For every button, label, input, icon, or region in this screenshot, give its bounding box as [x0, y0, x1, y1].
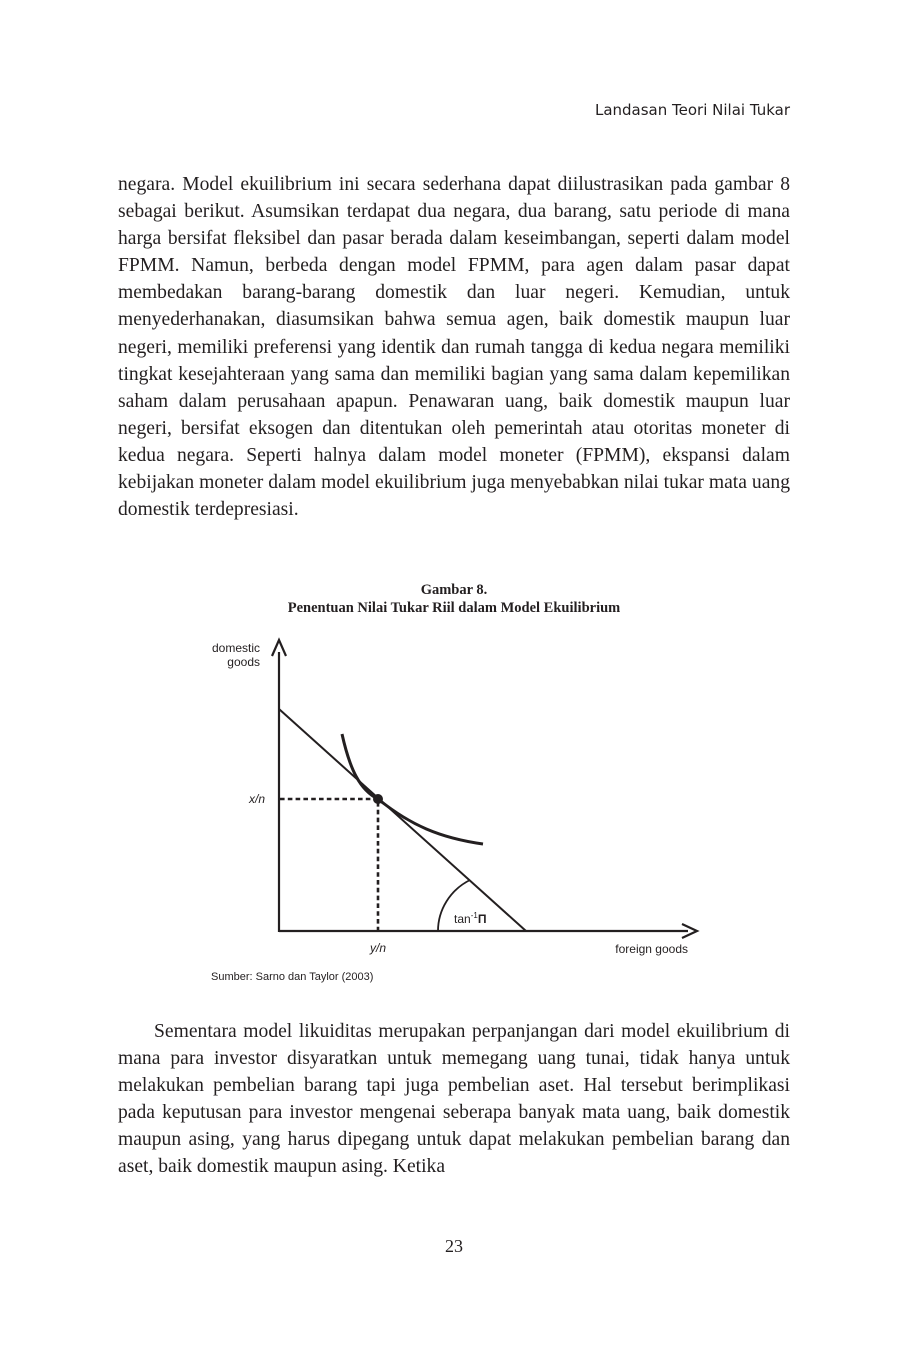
figure-number: Gambar 8.: [420, 582, 488, 598]
x-axis-label: foreign goods: [615, 942, 688, 956]
equilibrium-point: [373, 794, 383, 804]
budget-line: [279, 709, 526, 931]
page-number: 23: [445, 1236, 463, 1256]
y-marker-label: x/n: [248, 792, 265, 806]
indifference-curve: [342, 734, 483, 844]
running-head: Landasan Teori Nilai Tukar: [594, 101, 790, 119]
angle-label-symbol: Π: [477, 912, 487, 926]
body-paragraph-1: negara. Model ekuilibrium ini secara sederhana dapat diilustrasikan pada gambar 8 sebagai berikut. Asumsikan terdapat dua negara, dua barang, satu periode di mana harga bersifat fleksibel dan pasar berada dalam keseimbangan, seperti dalam model FPMM. Namun, berbeda dengan model FPMM, para agen dalam pasar dapat membedakan barang-barang domestik dan luar negeri. Kemudian, untuk menyederhanakan, diasumsikan bahwa semua agen, baik domestik maupun luar negeri, memiliki preferensi yang identik dan rumah tangga di kedua negara memiliki tingkat kesejahteraan yang sama dan memiliki bagian yang sama dalam kepemilikan saham dalam perusahaan apapun. Penawaran uang, baik domestik maupun luar negeri, bersifat eksogen dan ditentukan oleh pemerintah atau otoritas moneter di kedua negara. Seperti halnya dalam model moneter (FPMM), ekspansi dalam kebijakan moneter dalam model ekuilibrium juga menyebabkan nilai tukar mata uang domestik terdepresiasi.: [118, 174, 790, 521]
body-paragraph-2: Sementara model likuiditas merupakan perpanjangan dari model ekuilibrium di mana para investor disyaratkan untuk memegang uang tunai, tidak hanya untuk melakukan pembelian barang tapi juga pembelian aset. Hal tersebut berimplikasi pada keputusan para investor mengenai seberapa banyak mata uang, baik domestik maupun asing, yang harus dipegang untuk dapat melakukan pembelian barang dan aset, baik domestik maupun asing. Ketika: [118, 1021, 790, 1178]
angle-label-base: tan: [454, 912, 471, 926]
angle-label-sup: -1: [470, 911, 478, 920]
y-axis-label-line2: goods: [227, 655, 260, 669]
figure-title: Penentuan Nilai Tukar Riil dalam Model Ekuilibrium: [287, 600, 621, 616]
x-marker-label: y/n: [369, 941, 387, 955]
figure-source: Sumber: Sarno dan Taylor (2003): [211, 971, 374, 983]
y-axis-label-line1: domestic: [211, 641, 260, 655]
angle-label: [454, 911, 486, 926]
